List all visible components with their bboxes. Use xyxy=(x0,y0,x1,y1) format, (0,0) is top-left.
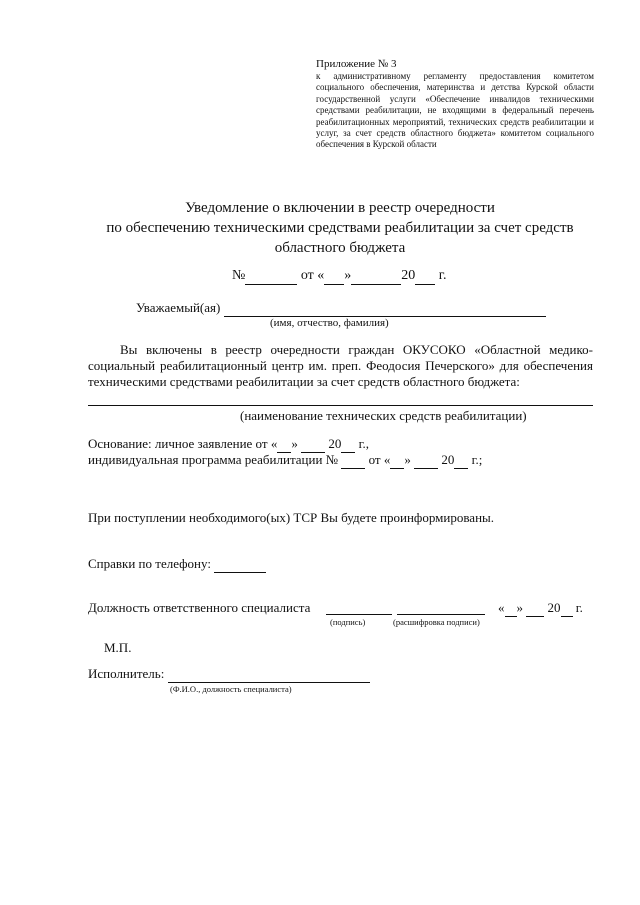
title-line-3: областного бюджета xyxy=(274,240,406,256)
program-label: индивидуальная программа реабилитации № xyxy=(88,452,339,467)
official-label: Должность ответственного специалиста xyxy=(88,600,311,615)
program-day-field[interactable] xyxy=(390,452,404,469)
official-year-field[interactable] xyxy=(561,600,573,617)
quote-close: » xyxy=(291,436,298,451)
signature-decode-field[interactable] xyxy=(397,614,485,615)
signature-decode-caption: (расшифровка подписи) xyxy=(393,617,480,627)
month-field[interactable] xyxy=(351,268,401,285)
stamp-label: М.П. xyxy=(104,640,132,655)
executor-line xyxy=(88,666,370,683)
year-prefix: 20 xyxy=(547,600,561,615)
from-label: от xyxy=(300,268,314,283)
year-suffix: г. xyxy=(438,268,447,283)
recipient-name-field[interactable] xyxy=(224,300,546,317)
year-prefix: 20 xyxy=(441,452,455,467)
application-day-field[interactable] xyxy=(277,436,291,453)
quote-close: » xyxy=(344,268,352,283)
application-month-field[interactable] xyxy=(301,436,325,453)
phone-line xyxy=(88,556,266,573)
main-paragraph: Вы включены в реестр очередности граждан ОКУСОКО «Областной медико-социальный реабилитационный центр им. преп. Феодосия Печерского» для обеспечения техническими средствами реабилитации за счет средств областного бюджета: xyxy=(88,342,593,389)
greeting-caption: (имя, отчество, фамилия) xyxy=(270,317,389,329)
quote-close: » xyxy=(516,600,523,615)
official-day-field[interactable] xyxy=(505,600,517,617)
year-field[interactable] xyxy=(415,268,435,285)
title-line-2: по обеспечению техническими средствами реабилитации за счет средств xyxy=(106,220,574,236)
basis-line-2 xyxy=(88,452,482,469)
year-prefix: 20 xyxy=(328,436,342,451)
tsr-field[interactable] xyxy=(88,405,593,406)
number-date-line xyxy=(232,268,446,285)
official-date xyxy=(498,600,583,617)
signature-field[interactable] xyxy=(326,614,392,615)
tsr-caption: (наименование технических средств реабилитации) xyxy=(240,408,527,423)
number-field[interactable] xyxy=(245,268,297,285)
program-year-field[interactable] xyxy=(454,452,468,469)
from-label: от « xyxy=(368,452,391,467)
day-field[interactable] xyxy=(324,268,344,285)
signature-caption: (подпись) xyxy=(330,617,366,627)
application-year-field[interactable] xyxy=(341,436,355,453)
document-title xyxy=(60,198,620,258)
year-prefix: 20 xyxy=(401,268,416,283)
official-month-field[interactable] xyxy=(526,600,544,617)
year-suffix: г. xyxy=(575,600,583,615)
executor-field[interactable] xyxy=(168,666,370,683)
quote-open: « xyxy=(317,268,325,283)
executor-caption: (Ф.И.О., должность специалиста) xyxy=(170,684,292,694)
title-line-1: Уведомление о включении в реестр очередности xyxy=(185,200,495,216)
appendix-block xyxy=(316,58,594,151)
year-suffix: г., xyxy=(358,436,369,451)
appendix-text: к административному регламенту предоставления комитетом социального обеспечения, материнства и детства Курской области государственной услуги «Обеспечение инвалидов техническими средствами реабилитации, не входящими в федеральный перечень реабилитационных мероприятий, технических средств реабилитации и услуг, за счет средств областного бюджета» комитетом социального обеспечения в Курской области xyxy=(316,71,594,150)
phone-label: Справки по телефону: xyxy=(88,556,211,571)
phone-field[interactable] xyxy=(214,556,266,573)
greeting-line xyxy=(136,300,546,317)
basis-line-1 xyxy=(88,436,369,453)
basis-application-label: Основание: личное заявление от « xyxy=(88,436,278,451)
notice-text: При поступлении необходимого(ых) ТСР Вы будете проинформированы. xyxy=(88,510,495,525)
executor-label: Исполнитель: xyxy=(88,666,165,681)
greeting-label: Уважаемый(ая) xyxy=(136,300,221,315)
quote-open: « xyxy=(498,600,505,615)
quote-close: » xyxy=(404,452,411,467)
program-month-field[interactable] xyxy=(414,452,438,469)
number-sign: № xyxy=(232,268,246,283)
appendix-title: Приложение № 3 xyxy=(316,58,397,70)
year-suffix: г.; xyxy=(471,452,483,467)
program-number-field[interactable] xyxy=(341,452,365,469)
